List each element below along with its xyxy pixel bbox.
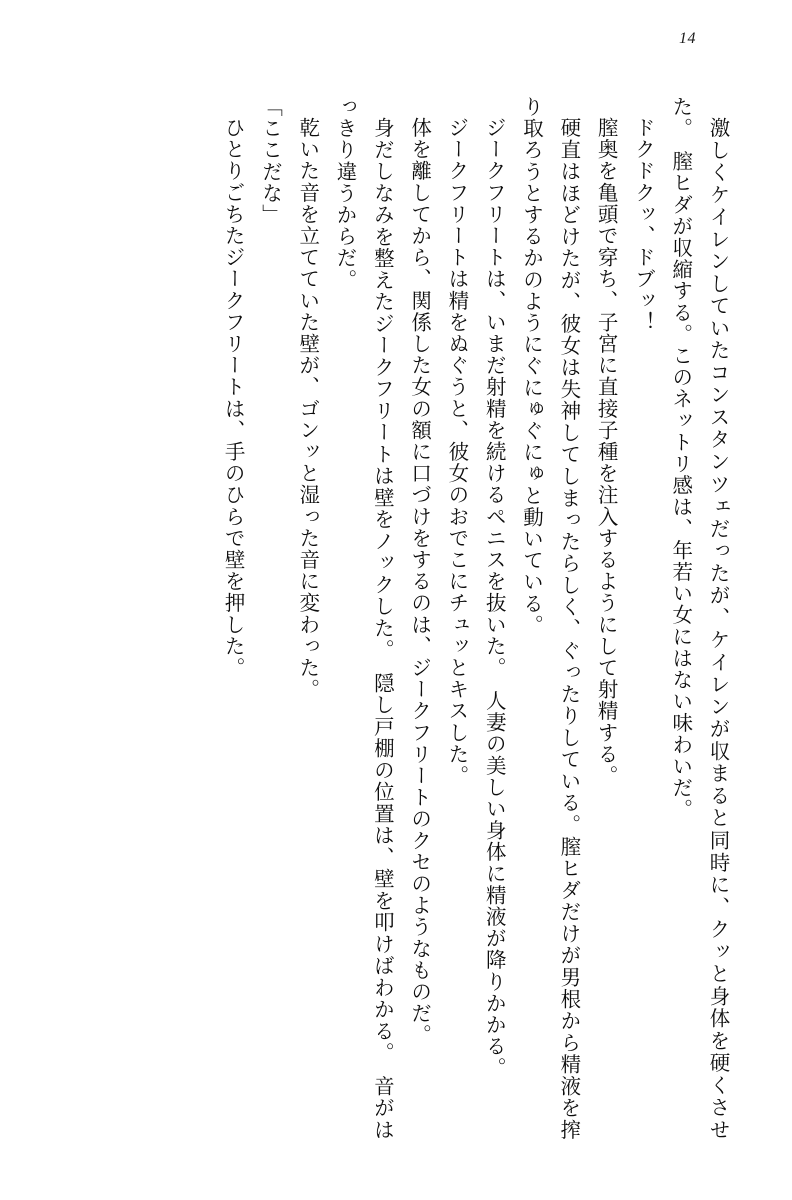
paragraph: ひとりごちたジークフリートは、手のひらで壁を押した。 (221, 116, 246, 679)
paragraph: 膣奥を亀頭で穿ち、子宮に直接子種を注入するようにして射精する。 (594, 116, 619, 787)
paragraph: ジークフリートは、いまだ射精を続けるペニスを抜いた。 人妻の美しい身体に精液が降りかかる。 (482, 116, 507, 1079)
paragraph: 体を離してから、関係した女の額に口づけをするのは、ジークフリートのクセのようなものだ。 (407, 116, 432, 1046)
paragraph: ドクドクッ、ドブッ！ (631, 116, 656, 333)
page-number: 14 (679, 30, 696, 47)
paragraph: ジークフリートは精をぬぐうと、彼女のおでこにチュッとキスした。 (444, 116, 469, 787)
paragraph: 激しくケイレンしていたコンスタンツェだったが、ケイレンが収まると同時に、クッと身体を硬くさせた。 膣ヒダが収縮する。このネットリ感は、年若い女にはない味わいだ。 (668, 96, 730, 1140)
paragraph: 硬直はほどけたが、彼女は失神してしまったらしく、ぐったりしている。膣ヒダだけが男根から精液を搾り取ろうとするかのようにぐにゅぐにゅと動いている。 (519, 96, 581, 1140)
paragraph: 「ここだな」 (258, 96, 283, 226)
paragraph: 身だしなみを整えたジークフリートは壁をノックした。 隠し戸棚の位置は、壁を叩けばわかる。 音がはっきり違うからだ。 (333, 96, 395, 1140)
paragraph: 乾いた音を立てていた壁が、ゴンッと湿った音に変わった。 (295, 116, 320, 700)
page-body-text (56, 96, 736, 1140)
